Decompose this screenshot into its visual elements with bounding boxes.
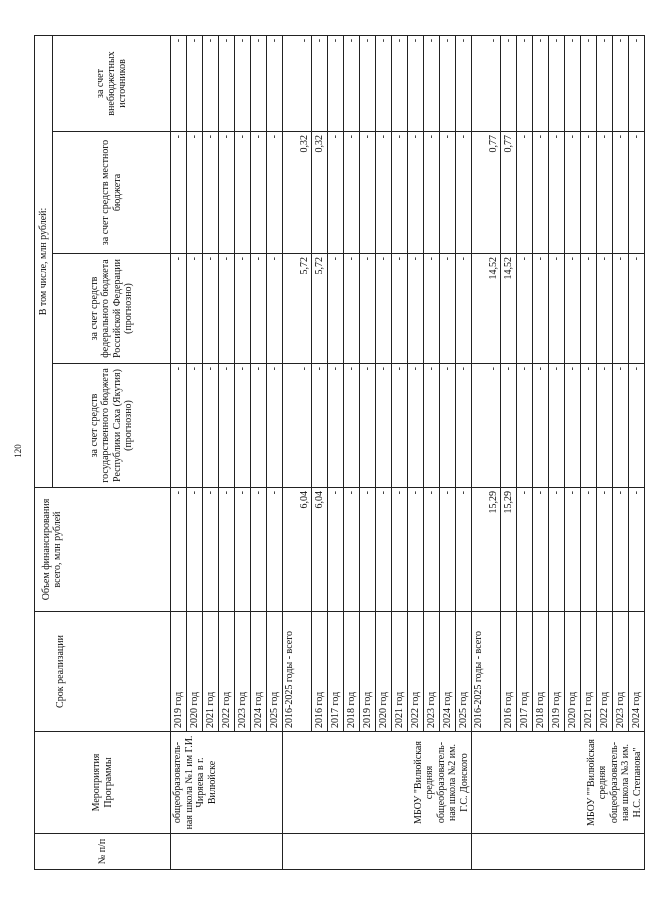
header-group: В том числе, млн рублей: [35,35,53,487]
local-cell: - [456,132,472,254]
total-cell: - [581,488,597,612]
federal-cell: - [581,254,597,364]
local-cell: - [533,132,549,254]
regional-cell: - [376,364,392,488]
regional-cell: - [533,364,549,488]
local-cell: 0,77 [472,132,501,254]
total-cell: - [408,488,424,612]
total-cell: - [344,488,360,612]
local-cell: - [360,132,376,254]
period-cell: 2024 год [251,612,267,732]
total-cell: - [203,488,219,612]
local-cell: - [235,132,251,254]
regional-cell: - [171,364,187,488]
extra-cell: - [533,35,549,131]
local-cell: - [549,132,565,254]
extra-cell: - [456,35,472,131]
total-cell: 6,04 [283,488,312,612]
extra-cell: - [283,35,312,131]
federal-cell: - [267,254,283,364]
regional-cell: - [219,364,235,488]
regional-cell: - [392,364,408,488]
extra-cell: - [328,35,344,131]
extra-cell: - [312,35,328,131]
local-cell: - [613,132,629,254]
extra-cell: - [549,35,565,131]
event-cell: общеобразователь-ная школа №1 им Г.И. Чиряева в г. Вилюйске [171,732,283,834]
regional-cell: - [581,364,597,488]
extra-cell: - [517,35,533,131]
period-cell: 2023 год [613,612,629,732]
federal-cell: - [171,254,187,364]
regional-cell: - [328,364,344,488]
period-cell: 2018 год [533,612,549,732]
event-cell: МБОУ "Вилюйская средняя общеобразователь-ная школа №2 им. Г.С. Донского [283,732,472,834]
total-cell: - [219,488,235,612]
regional-cell: - [565,364,581,488]
extra-cell: - [392,35,408,131]
period-cell: 2020 год [376,612,392,732]
extra-cell: - [613,35,629,131]
federal-cell: - [360,254,376,364]
period-cell: 2023 год [235,612,251,732]
extra-cell: - [565,35,581,131]
federal-cell: - [219,254,235,364]
regional-cell: - [251,364,267,488]
table-body [171,35,645,869]
total-cell: - [251,488,267,612]
regional-cell: - [629,364,645,488]
period-cell: 2020 год [187,612,203,732]
total-cell: - [267,488,283,612]
local-cell: - [203,132,219,254]
local-cell: - [517,132,533,254]
period-cell: 2016 год [312,612,328,732]
extra-cell: - [344,35,360,131]
total-cell: - [360,488,376,612]
federal-cell: - [613,254,629,364]
federal-cell: - [517,254,533,364]
local-cell: - [376,132,392,254]
table-row [171,35,187,869]
federal-cell: - [565,254,581,364]
total-cell: - [392,488,408,612]
period-cell: 2016 год [501,612,517,732]
header-extra: за счет внебюджетных источников [53,35,171,131]
extra-cell: - [171,35,187,131]
period-cell: 2024 год [629,612,645,732]
period-cell: 2018 год [344,612,360,732]
federal-cell: 14,52 [501,254,517,364]
period-cell: 2022 год [408,612,424,732]
period-cell: 2022 год [597,612,613,732]
extra-cell: - [581,35,597,131]
regional-cell: - [360,364,376,488]
total-cell: - [533,488,549,612]
federal-cell: - [408,254,424,364]
regional-cell: - [312,364,328,488]
period-cell: 2016-2025 годы - всего [472,612,501,732]
total-cell: 6,04 [312,488,328,612]
local-cell: - [597,132,613,254]
row-number-cell [472,834,645,870]
row-number-cell [171,834,283,870]
extra-cell: - [629,35,645,131]
extra-cell: - [235,35,251,131]
local-cell: - [565,132,581,254]
local-cell: - [219,132,235,254]
local-cell: - [328,132,344,254]
federal-cell: - [392,254,408,364]
header-regional: за счет средств государственного бюджета Республики Саха (Якутия) (прогнозно) [53,364,171,488]
period-cell: 2019 год [549,612,565,732]
total-cell: - [440,488,456,612]
federal-cell: - [203,254,219,364]
local-cell: 0,32 [283,132,312,254]
local-cell: - [424,132,440,254]
federal-cell: - [376,254,392,364]
period-cell: 2021 год [581,612,597,732]
federal-cell: - [344,254,360,364]
total-cell: - [235,488,251,612]
extra-cell: - [424,35,440,131]
header-local: за счет средств местного бюджета [53,132,171,254]
financing-table [34,35,645,870]
extra-cell: - [376,35,392,131]
period-cell: 2016-2025 годы - всего [283,612,312,732]
total-cell: - [376,488,392,612]
header-total: Объем финансирования всего, млн рублей [35,488,171,612]
local-cell: - [267,132,283,254]
table-header [35,35,171,869]
extra-cell: - [597,35,613,131]
total-cell: - [549,488,565,612]
total-cell: - [517,488,533,612]
regional-cell: - [456,364,472,488]
federal-cell: - [235,254,251,364]
federal-cell: - [424,254,440,364]
federal-cell: - [533,254,549,364]
rotated-table-container [34,36,643,870]
extra-cell: - [501,35,517,131]
federal-cell: - [549,254,565,364]
extra-cell: - [408,35,424,131]
regional-cell: - [424,364,440,488]
header-period: Срок реализации [35,612,171,732]
federal-cell: - [328,254,344,364]
period-cell: 2019 год [171,612,187,732]
regional-cell: - [344,364,360,488]
federal-cell: - [187,254,203,364]
regional-cell: - [235,364,251,488]
total-cell: - [171,488,187,612]
extra-cell: - [187,35,203,131]
federal-cell: - [251,254,267,364]
local-cell: 0,77 [501,132,517,254]
regional-cell: - [501,364,517,488]
regional-cell: - [440,364,456,488]
federal-cell: - [597,254,613,364]
total-cell: - [629,488,645,612]
period-cell: 2025 год [267,612,283,732]
header-number: № п/п [35,834,171,870]
federal-cell: 5,72 [283,254,312,364]
federal-cell: - [440,254,456,364]
total-cell: - [597,488,613,612]
regional-cell: - [549,364,565,488]
period-cell: 2021 год [392,612,408,732]
table-row [472,35,501,869]
period-cell: 2021 год [203,612,219,732]
extra-cell: - [440,35,456,131]
total-cell: - [565,488,581,612]
extra-cell: - [219,35,235,131]
period-cell: 2022 год [219,612,235,732]
regional-cell: - [408,364,424,488]
period-cell: 2023 год [424,612,440,732]
header-event: Мероприятия Программы [35,732,171,834]
regional-cell: - [597,364,613,488]
regional-cell: - [267,364,283,488]
period-cell: 2025 год [456,612,472,732]
regional-cell: - [472,364,501,488]
federal-cell: - [456,254,472,364]
extra-cell: - [251,35,267,131]
regional-cell: - [613,364,629,488]
local-cell: - [629,132,645,254]
row-number-cell [283,834,472,870]
total-cell: - [613,488,629,612]
extra-cell: - [472,35,501,131]
local-cell: - [440,132,456,254]
extra-cell: - [267,35,283,131]
total-cell: - [424,488,440,612]
local-cell: - [408,132,424,254]
extra-cell: - [203,35,219,131]
extra-cell: - [360,35,376,131]
regional-cell: - [517,364,533,488]
period-cell: 2017 год [328,612,344,732]
total-cell: - [187,488,203,612]
period-cell: 2017 год [517,612,533,732]
regional-cell: - [187,364,203,488]
federal-cell: 14,52 [472,254,501,364]
period-cell: 2024 год [440,612,456,732]
local-cell: - [171,132,187,254]
federal-cell: - [629,254,645,364]
local-cell: 0,32 [312,132,328,254]
local-cell: - [251,132,267,254]
event-cell: МБОУ ""Вилюйская средняя общеобразователь-ная школа №3 им. Н.С. Степанова" [472,732,645,834]
local-cell: - [187,132,203,254]
total-cell: - [328,488,344,612]
period-cell: 2019 год [360,612,376,732]
regional-cell: - [283,364,312,488]
total-cell: - [456,488,472,612]
federal-cell: 5,72 [312,254,328,364]
header-federal: за счет средств федерального бюджета Российской Федерации (прогнозно) [53,254,171,364]
local-cell: - [581,132,597,254]
total-cell: 15,29 [472,488,501,612]
table-row [283,35,312,869]
period-cell: 2020 год [565,612,581,732]
total-cell: 15,29 [501,488,517,612]
page-number: 120 [13,444,23,458]
local-cell: - [344,132,360,254]
local-cell: - [392,132,408,254]
regional-cell: - [203,364,219,488]
